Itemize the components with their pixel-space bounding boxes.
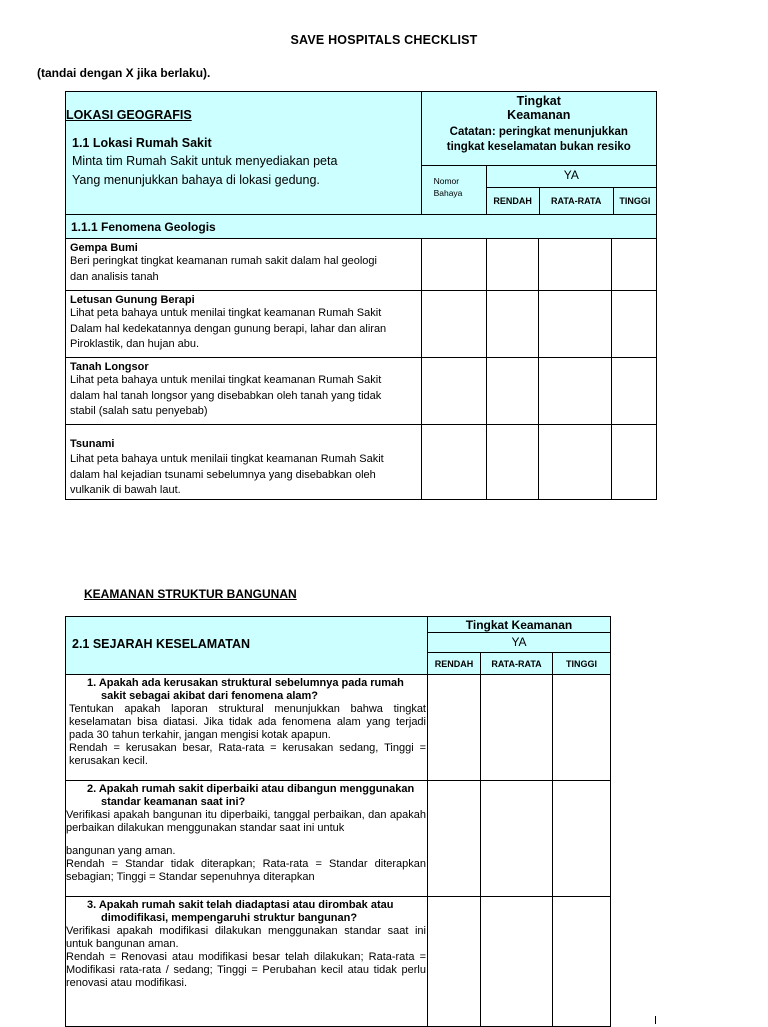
question-cell	[66, 675, 428, 781]
hazard-item-description	[66, 306, 421, 353]
rating-medium-cell[interactable]	[481, 781, 553, 897]
subsection-row	[66, 215, 657, 239]
question-cell	[66, 897, 428, 1027]
description-line: Tentukan apakah laporan struktural menunjukkan bahwa tingkat keselamatan bisa diatasi. Jika tidak ada fenomena alam yang terjadi pada 30 tahun terkahir, jangan mengisi kotak apapun.	[69, 703, 426, 741]
table-row	[66, 291, 657, 358]
table-row	[66, 239, 657, 291]
description-line: dan analisis tanah	[70, 270, 159, 283]
rating-medium-cell[interactable]	[538, 239, 611, 291]
description-line: Lihat peta bahaya untuk menilai tingkat keamanan Rumah Sakit	[70, 307, 382, 319]
description-line: Lihat peta bahaya untuk menilaii tingkat keamanan Rumah Sakit	[70, 453, 384, 465]
rating-high-cell[interactable]	[611, 239, 656, 291]
description-line: Verifikasi apakah bangunan itu diperbaiki, tanggal perbaikan, dan apakah perbaikan dilakukan menggunakan standar saat ini untuk	[66, 809, 426, 834]
description-line: vulkanik di bawah laut.	[70, 484, 181, 496]
ya-label: YA	[511, 635, 527, 649]
ya-header	[428, 633, 611, 653]
rating-note-line: tingkat keselamatan bukan resiko	[446, 141, 631, 153]
description-line: Dalam hal kedekatannya dengan gunung berapi, lahar dan aliran	[70, 322, 387, 335]
geographic-location-table	[65, 91, 657, 500]
hazard-item-cell	[66, 425, 422, 500]
rating-low-cell[interactable]	[428, 897, 481, 1027]
hazard-number-label: Nomor	[433, 176, 460, 186]
level-medium-header: RATA-RATA	[481, 653, 553, 675]
description-line: Lihat peta bahaya untuk menilai tingkat keamanan Rumah Sakit	[70, 374, 382, 386]
ya-level-group	[486, 166, 656, 215]
question-description	[66, 925, 426, 990]
hazard-item-cell	[66, 239, 422, 291]
ya-label: YA	[487, 166, 656, 188]
hospital-location-description	[66, 152, 421, 190]
level-low-header: RENDAH	[428, 653, 481, 675]
rating-low-cell[interactable]	[428, 781, 481, 897]
location-header-cell	[66, 92, 422, 215]
rating-high-cell[interactable]	[611, 358, 656, 425]
hazard-item-cell	[66, 358, 422, 425]
table-edge-mark	[655, 1016, 656, 1024]
table-row	[66, 358, 657, 425]
rating-high-cell[interactable]	[553, 781, 611, 897]
safety-history-header-cell	[66, 617, 428, 675]
table-row	[66, 781, 611, 897]
rating-medium-cell[interactable]	[538, 425, 611, 500]
hazard-item-title: Letusan Gunung Berapi	[70, 294, 195, 306]
hazard-number-header	[421, 166, 486, 215]
question-cell	[66, 781, 428, 897]
table-row	[66, 897, 611, 1027]
hazard-item-title: Gempa Bumi	[70, 242, 138, 254]
rating-low-cell[interactable]	[428, 675, 481, 781]
hazard-number-cell[interactable]	[421, 425, 486, 500]
instruction-text: (tandai dengan X jika berlaku).	[37, 66, 211, 80]
hazard-number-cell[interactable]	[421, 239, 486, 291]
safety-level-title: Tingkat Keamanan	[465, 618, 573, 632]
description-line: stabil (salah satu penyebab)	[70, 405, 208, 417]
rating-high-cell[interactable]	[553, 897, 611, 1027]
hazard-item-description	[66, 373, 421, 420]
safety-level-title	[422, 92, 656, 122]
hazard-item-title: Tsunami	[70, 438, 115, 450]
description-line: Beri peringkat tingkat keamanan rumah sakit dalam hal geologi	[70, 255, 377, 267]
hazard-label: Bahaya	[433, 188, 463, 198]
level-high-header: TINGGI	[553, 653, 611, 675]
description-line: Rendah = Renovasi atau modifikasi besar telah dilakukan; Rata-rata = Modifikasi rata-rata / sedang; Tinggi = Perubahan kecil atau tidak perlu renovasi atau modifikasi.	[66, 951, 426, 989]
rating-medium-cell[interactable]	[481, 675, 553, 781]
description-line: Rendah = Standar tidak diterapkan; Rata-rata = Standar diterapkan sebagian; Tinggi = Standar sepenuhnya diterapkan	[66, 858, 426, 883]
rating-high-cell[interactable]	[611, 291, 656, 358]
level-medium-header: RATA-RATA	[540, 188, 614, 214]
rating-high-cell[interactable]	[611, 425, 656, 500]
rating-note	[422, 122, 656, 155]
description-line: Yang menunjukkan bahaya di lokasi gedung.	[72, 173, 320, 187]
question-title: 3. Apakah rumah sakit telah diadaptasi atau dirombak atau dimodifikasi, mempengaruhi struktur bangunan?	[87, 899, 394, 924]
rating-note-line: Catatan: peringkat menunjukkan	[449, 126, 628, 138]
structural-safety-title: KEAMANAN STRUKTUR BANGUNAN	[84, 587, 297, 601]
question-title: 2. Apakah rumah sakit diperbaiki atau dibangun menggunakan standar keamanan saat ini?	[87, 783, 415, 808]
hazard-number-cell[interactable]	[421, 358, 486, 425]
hazard-item-title: Tanah Longsor	[70, 361, 149, 373]
hazard-item-description	[66, 254, 421, 285]
document-title: SAVE HOSPITALS CHECKLIST	[290, 33, 478, 47]
rating-low-cell[interactable]	[486, 425, 538, 500]
question-title: 1. Apakah ada kerusakan struktural sebelumnya pada rumah sakit sebagai akibat dari fenomena alam?	[87, 677, 404, 702]
description-line: Piroklastik, dan hujan abu.	[70, 338, 200, 350]
safety-level-header	[428, 617, 611, 633]
rating-medium-cell[interactable]	[481, 897, 553, 1027]
rating-low-cell[interactable]	[486, 239, 538, 291]
geological-phenomena-heading: 1.1.1 Fenomena Geologis	[71, 220, 216, 234]
hazard-item-cell	[66, 291, 422, 358]
hospital-location-heading: 1.1 Lokasi Rumah Sakit	[72, 136, 212, 150]
hazard-item-description	[66, 452, 421, 499]
question-description	[66, 809, 426, 884]
description-line: Verifikasi apakah modifikasi dilakukan menggunakan standar saat ini untuk bangunan aman.	[66, 925, 426, 950]
description-line: Rendah = kerusakan besar, Rata-rata = kerusakan sedang, Tinggi = kerusakan kecil.	[69, 742, 426, 767]
hazard-number-cell[interactable]	[421, 291, 486, 358]
safety-history-heading: 2.1 SEJARAH KESELAMATAN	[72, 637, 251, 651]
safety-level-title-line: Keamanan	[507, 108, 571, 122]
question-description	[69, 703, 426, 768]
safety-level-header	[421, 92, 656, 166]
description-line: bangunan yang aman.	[66, 845, 176, 857]
level-high-header: TINGGI	[619, 196, 651, 206]
description-line: Minta tim Rumah Sakit untuk menyediakan peta	[72, 154, 338, 168]
safety-level-title-line: Tingkat	[516, 94, 561, 108]
level-low-header: RENDAH	[487, 188, 540, 214]
rating-low-cell[interactable]	[486, 358, 538, 425]
rating-low-cell[interactable]	[486, 291, 538, 358]
spacer	[66, 835, 426, 845]
rating-high-cell[interactable]	[553, 675, 611, 781]
geographic-location-heading: LOKASI GEOGRAFIS	[66, 108, 192, 122]
table-row	[66, 425, 657, 500]
description-line: dalam hal tanah longsor yang disebabkan oleh tanah yang tidak	[70, 389, 382, 402]
safety-history-table	[65, 616, 611, 1027]
table-row	[66, 675, 611, 781]
rating-medium-cell[interactable]	[538, 358, 611, 425]
rating-medium-cell[interactable]	[538, 291, 611, 358]
description-line: dalam hal kejadian tsunami sebelumnya yang disebabkan oleh	[70, 468, 376, 481]
